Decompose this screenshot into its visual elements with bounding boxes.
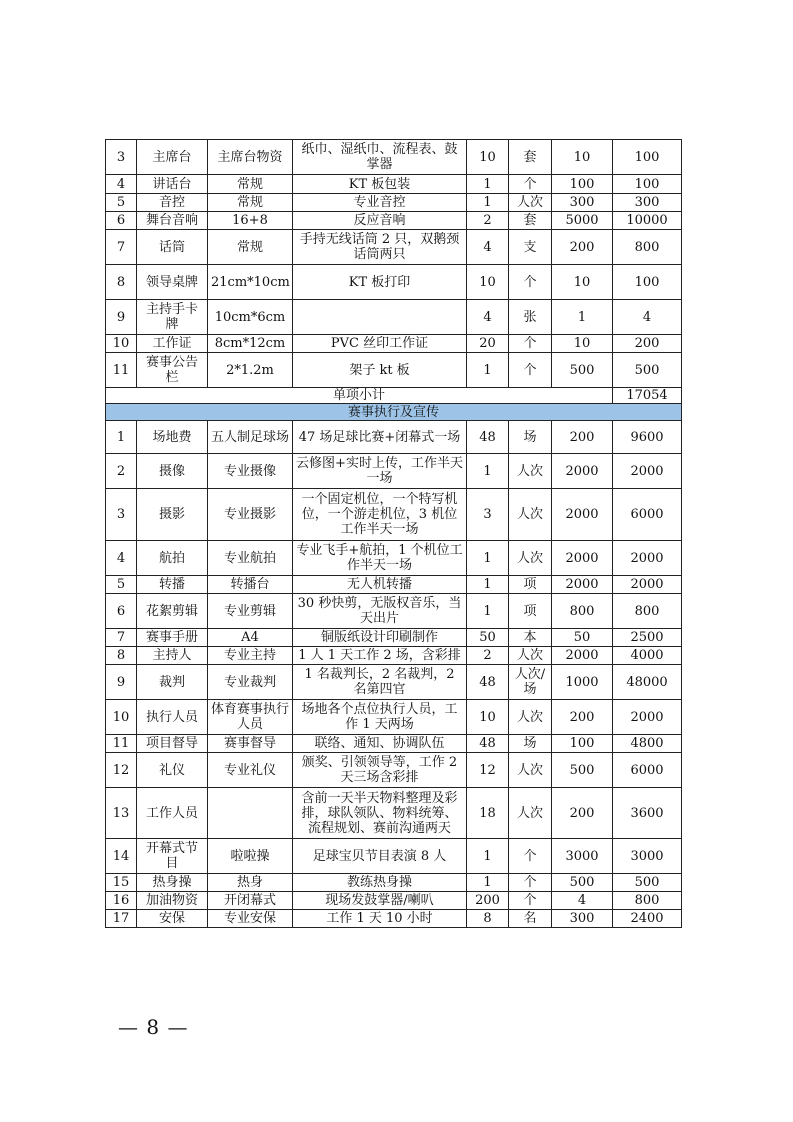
table-row (106, 576, 682, 594)
item-total: 200 (613, 335, 682, 353)
item-price: 200 (552, 700, 613, 735)
item-content: 颁奖、引领领导等，工作 2 天三场含彩排 (293, 753, 467, 788)
item-name: 航拍 (137, 541, 208, 576)
item-name: 主持人 (137, 647, 208, 665)
item-qty: 2 (467, 647, 509, 665)
item-spec: 专业礼仪 (208, 753, 293, 788)
item-unit: 套 (509, 212, 552, 230)
item-total: 100 (613, 265, 682, 300)
item-price: 3000 (552, 839, 613, 874)
item-content: KT 板打印 (293, 265, 467, 300)
item-price: 500 (552, 874, 613, 892)
row-number: 11 (106, 735, 137, 753)
item-spec: 专业剪辑 (208, 594, 293, 629)
item-qty: 4 (467, 300, 509, 335)
item-qty: 1 (467, 874, 509, 892)
item-qty: 200 (467, 892, 509, 910)
item-total: 4800 (613, 735, 682, 753)
table-row (106, 910, 682, 928)
item-content: 足球宝贝节目表演 8 人 (293, 839, 467, 874)
item-total: 2000 (613, 700, 682, 735)
item-spec: 热身 (208, 874, 293, 892)
item-spec: 常规 (208, 194, 293, 212)
item-qty: 1 (467, 353, 509, 388)
item-content: 47 场足球比赛+闭幕式一场 (293, 421, 467, 454)
item-unit: 个 (509, 839, 552, 874)
item-price: 300 (552, 910, 613, 928)
row-number: 11 (106, 353, 137, 388)
item-unit: 个 (509, 892, 552, 910)
item-content: 一个固定机位，一个特写机位，一个游走机位，3 机位工作半天一场 (293, 489, 467, 541)
item-name: 摄影 (137, 489, 208, 541)
item-spec: 21cm*10cm (208, 265, 293, 300)
item-price: 800 (552, 594, 613, 629)
row-number: 15 (106, 874, 137, 892)
item-total: 6000 (613, 753, 682, 788)
item-name: 场地费 (137, 421, 208, 454)
item-price: 2000 (552, 541, 613, 576)
item-total: 9600 (613, 421, 682, 454)
item-unit: 项 (509, 594, 552, 629)
item-content: 专业音控 (293, 194, 467, 212)
item-unit: 场 (509, 735, 552, 753)
item-price: 2000 (552, 576, 613, 594)
item-total: 3000 (613, 839, 682, 874)
item-name: 花絮剪辑 (137, 594, 208, 629)
item-qty: 20 (467, 335, 509, 353)
item-unit: 场 (509, 421, 552, 454)
row-number: 10 (106, 700, 137, 735)
item-price: 500 (552, 753, 613, 788)
item-qty: 10 (467, 700, 509, 735)
table-row (106, 230, 682, 265)
item-qty: 1 (467, 454, 509, 489)
item-content (293, 300, 467, 335)
item-qty: 2 (467, 212, 509, 230)
item-total: 48000 (613, 665, 682, 700)
table-bottom-body (106, 421, 682, 928)
item-spec: 专业摄像 (208, 454, 293, 489)
item-qty: 1 (467, 541, 509, 576)
item-name: 工作证 (137, 335, 208, 353)
item-total: 2000 (613, 541, 682, 576)
table-row (106, 335, 682, 353)
item-content: KT 板包装 (293, 175, 467, 194)
item-spec: 专业安保 (208, 910, 293, 928)
item-total: 800 (613, 230, 682, 265)
item-content: 工作 1 天 10 小时 (293, 910, 467, 928)
table-row (106, 454, 682, 489)
item-spec: A4 (208, 629, 293, 647)
table-row (106, 892, 682, 910)
row-number: 1 (106, 421, 137, 454)
item-name: 音控 (137, 194, 208, 212)
table-row (106, 735, 682, 753)
subtotal-label: 单项小计 (106, 388, 613, 404)
item-name: 热身操 (137, 874, 208, 892)
item-total: 4000 (613, 647, 682, 665)
item-spec: 8cm*12cm (208, 335, 293, 353)
item-total: 100 (613, 140, 682, 175)
row-number: 8 (106, 647, 137, 665)
item-total: 500 (613, 874, 682, 892)
item-name: 主持手卡牌 (137, 300, 208, 335)
item-unit: 人次 (509, 454, 552, 489)
item-spec: 专业裁判 (208, 665, 293, 700)
item-spec: 常规 (208, 175, 293, 194)
table-row (106, 665, 682, 700)
item-unit: 人次 (509, 753, 552, 788)
item-spec: 主席台物资 (208, 140, 293, 175)
row-number: 13 (106, 788, 137, 839)
item-total: 800 (613, 594, 682, 629)
item-qty: 10 (467, 265, 509, 300)
item-name: 礼仪 (137, 753, 208, 788)
item-spec: 16+8 (208, 212, 293, 230)
item-spec: 啦啦操 (208, 839, 293, 874)
table-row (106, 629, 682, 647)
item-spec (208, 788, 293, 839)
item-spec: 体育赛事执行人员 (208, 700, 293, 735)
item-content: 教练热身操 (293, 874, 467, 892)
subtotal-row (106, 388, 682, 404)
item-unit: 本 (509, 629, 552, 647)
item-total: 100 (613, 175, 682, 194)
item-qty: 12 (467, 753, 509, 788)
item-name: 舞台音响 (137, 212, 208, 230)
item-total: 500 (613, 353, 682, 388)
item-price: 2000 (552, 489, 613, 541)
item-content: 现场发鼓掌器/喇叭 (293, 892, 467, 910)
row-number: 4 (106, 175, 137, 194)
row-number: 3 (106, 140, 137, 175)
row-number: 17 (106, 910, 137, 928)
item-price: 300 (552, 194, 613, 212)
item-unit: 个 (509, 874, 552, 892)
table-row (106, 788, 682, 839)
item-qty: 1 (467, 576, 509, 594)
item-content: 反应音响 (293, 212, 467, 230)
item-unit: 个 (509, 335, 552, 353)
table-row (106, 489, 682, 541)
row-number: 9 (106, 300, 137, 335)
row-number: 8 (106, 265, 137, 300)
item-qty: 3 (467, 489, 509, 541)
item-unit: 人次 (509, 788, 552, 839)
item-content: PVC 丝印工作证 (293, 335, 467, 353)
item-name: 工作人员 (137, 788, 208, 839)
item-content: 专业飞手+航拍，1 个机位工作半天一场 (293, 541, 467, 576)
item-unit: 张 (509, 300, 552, 335)
item-total: 300 (613, 194, 682, 212)
item-name: 领导桌牌 (137, 265, 208, 300)
item-unit: 支 (509, 230, 552, 265)
item-price: 200 (552, 230, 613, 265)
item-name: 安保 (137, 910, 208, 928)
table-row (106, 541, 682, 576)
item-unit: 套 (509, 140, 552, 175)
item-qty: 1 (467, 194, 509, 212)
table-row (106, 647, 682, 665)
table-row (106, 753, 682, 788)
item-content: 手持无线话筒 2 只，双鹅颈话筒两只 (293, 230, 467, 265)
item-spec: 赛事督导 (208, 735, 293, 753)
item-unit: 名 (509, 910, 552, 928)
table-row (106, 300, 682, 335)
item-qty: 1 (467, 839, 509, 874)
item-name: 执行人员 (137, 700, 208, 735)
item-name: 赛事公告栏 (137, 353, 208, 388)
item-total: 2400 (613, 910, 682, 928)
item-unit: 人次 (509, 647, 552, 665)
row-number: 9 (106, 665, 137, 700)
section-header-row (106, 404, 682, 421)
item-price: 4 (552, 892, 613, 910)
item-price: 1 (552, 300, 613, 335)
item-name: 转播 (137, 576, 208, 594)
row-number: 7 (106, 230, 137, 265)
item-content: 1 名裁判长，2 名裁判，2 名第四官 (293, 665, 467, 700)
item-unit: 人次 (509, 700, 552, 735)
item-spec: 10cm*6cm (208, 300, 293, 335)
row-number: 2 (106, 454, 137, 489)
item-unit: 个 (509, 265, 552, 300)
item-name: 项目督导 (137, 735, 208, 753)
item-price: 1000 (552, 665, 613, 700)
item-unit: 个 (509, 175, 552, 194)
item-name: 主席台 (137, 140, 208, 175)
item-name: 赛事手册 (137, 629, 208, 647)
item-name: 摄像 (137, 454, 208, 489)
item-spec: 专业摄影 (208, 489, 293, 541)
item-price: 2000 (552, 454, 613, 489)
item-name: 加油物资 (137, 892, 208, 910)
item-unit: 人次/场 (509, 665, 552, 700)
item-price: 100 (552, 175, 613, 194)
item-price: 200 (552, 421, 613, 454)
table-row (106, 175, 682, 194)
item-name: 开幕式节目 (137, 839, 208, 874)
item-total: 4 (613, 300, 682, 335)
table-row (106, 594, 682, 629)
table-subtotal-body (106, 388, 682, 421)
item-price: 50 (552, 629, 613, 647)
item-unit: 个 (509, 353, 552, 388)
table-row (106, 140, 682, 175)
item-content: 云修图+实时上传，工作半天一场 (293, 454, 467, 489)
item-content: 30 秒快剪，无版权音乐，当天出片 (293, 594, 467, 629)
item-qty: 4 (467, 230, 509, 265)
item-price: 2000 (552, 647, 613, 665)
item-total: 800 (613, 892, 682, 910)
item-price: 10 (552, 335, 613, 353)
section-title: 赛事执行及宣传 (106, 404, 682, 421)
item-unit: 项 (509, 576, 552, 594)
table-row (106, 194, 682, 212)
item-qty: 18 (467, 788, 509, 839)
item-qty: 50 (467, 629, 509, 647)
row-number: 3 (106, 489, 137, 541)
table-row (106, 839, 682, 874)
item-content: 铜版纸设计印刷制作 (293, 629, 467, 647)
item-price: 10 (552, 265, 613, 300)
item-total: 10000 (613, 212, 682, 230)
item-name: 话筒 (137, 230, 208, 265)
row-number: 10 (106, 335, 137, 353)
item-price: 5000 (552, 212, 613, 230)
item-name: 讲话台 (137, 175, 208, 194)
item-price: 500 (552, 353, 613, 388)
item-price: 10 (552, 140, 613, 175)
item-total: 6000 (613, 489, 682, 541)
table-row (106, 265, 682, 300)
item-spec: 转播台 (208, 576, 293, 594)
row-number: 12 (106, 753, 137, 788)
item-price: 200 (552, 788, 613, 839)
item-spec: 2*1.2m (208, 353, 293, 388)
row-number: 6 (106, 212, 137, 230)
row-number: 7 (106, 629, 137, 647)
item-qty: 1 (467, 175, 509, 194)
item-spec: 五人制足球场 (208, 421, 293, 454)
item-spec: 常规 (208, 230, 293, 265)
item-unit: 人次 (509, 194, 552, 212)
item-content: 架子 kt 板 (293, 353, 467, 388)
item-total: 2000 (613, 454, 682, 489)
item-content: 场地各个点位执行人员，工作 1 天两场 (293, 700, 467, 735)
table-row (106, 874, 682, 892)
item-qty: 8 (467, 910, 509, 928)
item-spec: 专业主持 (208, 647, 293, 665)
row-number: 14 (106, 839, 137, 874)
item-total: 2500 (613, 629, 682, 647)
item-qty: 48 (467, 735, 509, 753)
item-qty: 10 (467, 140, 509, 175)
budget-table (105, 139, 682, 928)
item-qty: 48 (467, 421, 509, 454)
row-number: 5 (106, 194, 137, 212)
row-number: 4 (106, 541, 137, 576)
item-unit: 人次 (509, 489, 552, 541)
row-number: 6 (106, 594, 137, 629)
item-spec: 开闭幕式 (208, 892, 293, 910)
table-row (106, 212, 682, 230)
item-qty: 48 (467, 665, 509, 700)
page-number: — 8 — (118, 1015, 189, 1039)
subtotal-value: 17054 (613, 388, 682, 404)
table-row (106, 353, 682, 388)
item-content: 联络、通知、协调队伍 (293, 735, 467, 753)
item-total: 3600 (613, 788, 682, 839)
item-content: 纸巾、湿纸巾、流程表、鼓掌器 (293, 140, 467, 175)
table-top-body (106, 140, 682, 388)
item-unit: 人次 (509, 541, 552, 576)
item-name: 裁判 (137, 665, 208, 700)
row-number: 16 (106, 892, 137, 910)
item-price: 100 (552, 735, 613, 753)
item-content: 1 人 1 天工作 2 场，含彩排 (293, 647, 467, 665)
item-qty: 1 (467, 594, 509, 629)
item-content: 无人机转播 (293, 576, 467, 594)
table-row (106, 700, 682, 735)
item-spec: 专业航拍 (208, 541, 293, 576)
item-content: 含前一天半天物料整理及彩排，球队领队、物料统筹、流程规划、赛前沟通两天 (293, 788, 467, 839)
row-number: 5 (106, 576, 137, 594)
table-row (106, 421, 682, 454)
item-total: 2000 (613, 576, 682, 594)
